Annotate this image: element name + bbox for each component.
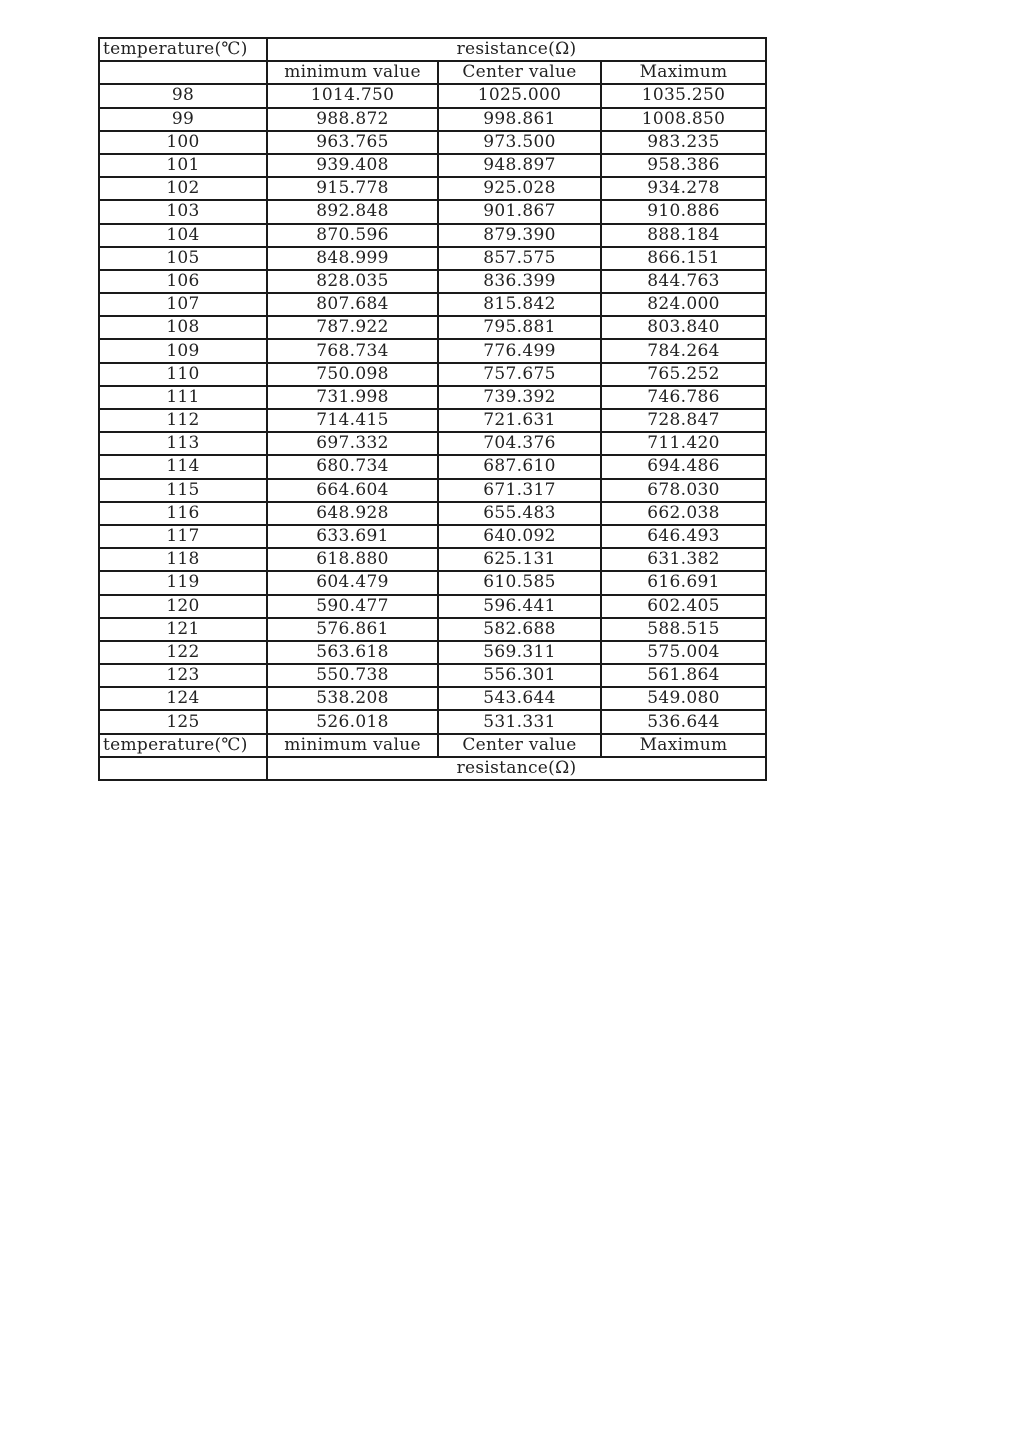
temperature-cell: 109 [99, 339, 267, 362]
table-row [99, 687, 766, 710]
min-value-cell: 768.734 [267, 339, 438, 362]
maximum-cell: 983.235 [601, 131, 766, 154]
min-value-cell: 664.604 [267, 479, 438, 502]
temperature-cell: 119 [99, 571, 267, 594]
min-value-cell: 697.332 [267, 432, 438, 455]
center-value-cell: 973.500 [438, 131, 601, 154]
min-value-cell: 807.684 [267, 293, 438, 316]
center-value-cell: 556.301 [438, 664, 601, 687]
maximum-cell: 631.382 [601, 548, 766, 571]
temperature-cell: 98 [99, 84, 267, 107]
maximum-cell: 1008.850 [601, 108, 766, 131]
min-value-cell: 963.765 [267, 131, 438, 154]
table-row [99, 525, 766, 548]
table-row [99, 154, 766, 177]
center-value-cell: 1025.000 [438, 84, 601, 107]
temperature-cell: 124 [99, 687, 267, 710]
center-value-cell: 857.575 [438, 247, 601, 270]
temperature-cell: 120 [99, 595, 267, 618]
maximum-cell: 616.691 [601, 571, 766, 594]
table-row [99, 664, 766, 687]
center-value-cell: 704.376 [438, 432, 601, 455]
resistance-temperature-table [98, 37, 767, 781]
table-row [99, 710, 766, 733]
table-row [99, 548, 766, 571]
center-value-cell: 815.842 [438, 293, 601, 316]
temperature-cell: 114 [99, 455, 267, 478]
min-value-cell: 1014.750 [267, 84, 438, 107]
table-row [99, 386, 766, 409]
min-value-cell: 633.691 [267, 525, 438, 548]
temperature-cell: 115 [99, 479, 267, 502]
footer-row-1 [99, 734, 766, 757]
center-value-cell: 795.881 [438, 316, 601, 339]
center-value-cell: 640.092 [438, 525, 601, 548]
min-value-cell: 892.848 [267, 200, 438, 223]
table-row [99, 131, 766, 154]
table-row [99, 177, 766, 200]
temperature-cell: 111 [99, 386, 267, 409]
temperature-cell: 108 [99, 316, 267, 339]
header-row-2 [99, 61, 766, 84]
table-row [99, 455, 766, 478]
empty-footer-cell [99, 757, 267, 780]
center-value-cell: 582.688 [438, 618, 601, 641]
table-row [99, 571, 766, 594]
min-value-cell: 988.872 [267, 108, 438, 131]
center-value-cell: 687.610 [438, 455, 601, 478]
maximum-cell: 824.000 [601, 293, 766, 316]
center-value-cell: 948.897 [438, 154, 601, 177]
center-value-cell: 671.317 [438, 479, 601, 502]
table-row [99, 432, 766, 455]
maximum-cell: 602.405 [601, 595, 766, 618]
temperature-cell: 100 [99, 131, 267, 154]
min-value-cell: 550.738 [267, 664, 438, 687]
min-value-cell: 538.208 [267, 687, 438, 710]
min-value-cell: 939.408 [267, 154, 438, 177]
temperature-header: temperature(℃) [99, 38, 267, 61]
center-value-cell: 925.028 [438, 177, 601, 200]
maximum-cell: 536.644 [601, 710, 766, 733]
temperature-cell: 116 [99, 502, 267, 525]
center-value-cell: 739.392 [438, 386, 601, 409]
maximum-cell: 1035.250 [601, 84, 766, 107]
temperature-cell: 106 [99, 270, 267, 293]
min-value-cell: 787.922 [267, 316, 438, 339]
min-value-cell: 750.098 [267, 363, 438, 386]
center-value-cell: 596.441 [438, 595, 601, 618]
min-value-cell: 714.415 [267, 409, 438, 432]
maximum-cell: 588.515 [601, 618, 766, 641]
center-value-cell: 569.311 [438, 641, 601, 664]
maximum-cell: 694.486 [601, 455, 766, 478]
temperature-cell: 118 [99, 548, 267, 571]
temperature-cell: 113 [99, 432, 267, 455]
center-value-cell: 757.675 [438, 363, 601, 386]
resistance-header: resistance(Ω) [267, 38, 766, 61]
table-row [99, 502, 766, 525]
maximum-cell: 575.004 [601, 641, 766, 664]
maximum-cell: 646.493 [601, 525, 766, 548]
min-value-cell: 618.880 [267, 548, 438, 571]
temperature-cell: 103 [99, 200, 267, 223]
table-row [99, 409, 766, 432]
center-value-cell: 655.483 [438, 502, 601, 525]
min-value-cell: 563.618 [267, 641, 438, 664]
min-value-cell: 848.999 [267, 247, 438, 270]
header-row-1 [99, 38, 766, 61]
temperature-cell: 123 [99, 664, 267, 687]
center-value-cell: 776.499 [438, 339, 601, 362]
min-value-cell: 680.734 [267, 455, 438, 478]
table-footer [99, 734, 766, 780]
footer-row-2 [99, 757, 766, 780]
maximum-cell: 784.264 [601, 339, 766, 362]
center-value-header: Center value [438, 61, 601, 84]
temperature-cell: 122 [99, 641, 267, 664]
table-row [99, 84, 766, 107]
min-value-cell: 870.596 [267, 224, 438, 247]
temperature-cell: 117 [99, 525, 267, 548]
min-value-header: minimum value [267, 61, 438, 84]
temperature-footer: temperature(℃) [99, 734, 267, 757]
table-row [99, 108, 766, 131]
center-value-cell: 836.399 [438, 270, 601, 293]
table-row [99, 316, 766, 339]
temperature-cell: 125 [99, 710, 267, 733]
temperature-cell: 112 [99, 409, 267, 432]
maximum-cell: 765.252 [601, 363, 766, 386]
min-value-cell: 731.998 [267, 386, 438, 409]
min-value-cell: 648.928 [267, 502, 438, 525]
center-value-cell: 998.861 [438, 108, 601, 131]
maximum-cell: 888.184 [601, 224, 766, 247]
table-row [99, 479, 766, 502]
maximum-cell: 561.864 [601, 664, 766, 687]
maximum-cell: 844.763 [601, 270, 766, 293]
temperature-cell: 101 [99, 154, 267, 177]
center-value-cell: 901.867 [438, 200, 601, 223]
maximum-cell: 934.278 [601, 177, 766, 200]
maximum-cell: 958.386 [601, 154, 766, 177]
maximum-cell: 549.080 [601, 687, 766, 710]
temperature-cell: 121 [99, 618, 267, 641]
table-header [99, 38, 766, 84]
table-body [99, 84, 766, 733]
maximum-footer: Maximum [601, 734, 766, 757]
maximum-cell: 711.420 [601, 432, 766, 455]
table-row [99, 224, 766, 247]
min-value-cell: 604.479 [267, 571, 438, 594]
min-value-cell: 828.035 [267, 270, 438, 293]
table-row [99, 618, 766, 641]
temperature-cell: 99 [99, 108, 267, 131]
table-row [99, 200, 766, 223]
maximum-cell: 803.840 [601, 316, 766, 339]
resistance-footer: resistance(Ω) [267, 757, 766, 780]
center-value-cell: 610.585 [438, 571, 601, 594]
center-value-footer: Center value [438, 734, 601, 757]
temperature-cell: 105 [99, 247, 267, 270]
table-row [99, 641, 766, 664]
min-value-cell: 915.778 [267, 177, 438, 200]
empty-header-cell [99, 61, 267, 84]
min-value-footer: minimum value [267, 734, 438, 757]
temperature-cell: 102 [99, 177, 267, 200]
center-value-cell: 531.331 [438, 710, 601, 733]
center-value-cell: 543.644 [438, 687, 601, 710]
table-row [99, 293, 766, 316]
table-row [99, 339, 766, 362]
temperature-cell: 110 [99, 363, 267, 386]
min-value-cell: 590.477 [267, 595, 438, 618]
temperature-cell: 107 [99, 293, 267, 316]
min-value-cell: 576.861 [267, 618, 438, 641]
maximum-cell: 910.886 [601, 200, 766, 223]
table-row [99, 247, 766, 270]
maximum-cell: 728.847 [601, 409, 766, 432]
table-row [99, 363, 766, 386]
table-row [99, 270, 766, 293]
center-value-cell: 879.390 [438, 224, 601, 247]
maximum-cell: 866.151 [601, 247, 766, 270]
maximum-cell: 662.038 [601, 502, 766, 525]
maximum-cell: 678.030 [601, 479, 766, 502]
center-value-cell: 625.131 [438, 548, 601, 571]
maximum-cell: 746.786 [601, 386, 766, 409]
table-row [99, 595, 766, 618]
min-value-cell: 526.018 [267, 710, 438, 733]
temperature-cell: 104 [99, 224, 267, 247]
maximum-header: Maximum [601, 61, 766, 84]
center-value-cell: 721.631 [438, 409, 601, 432]
